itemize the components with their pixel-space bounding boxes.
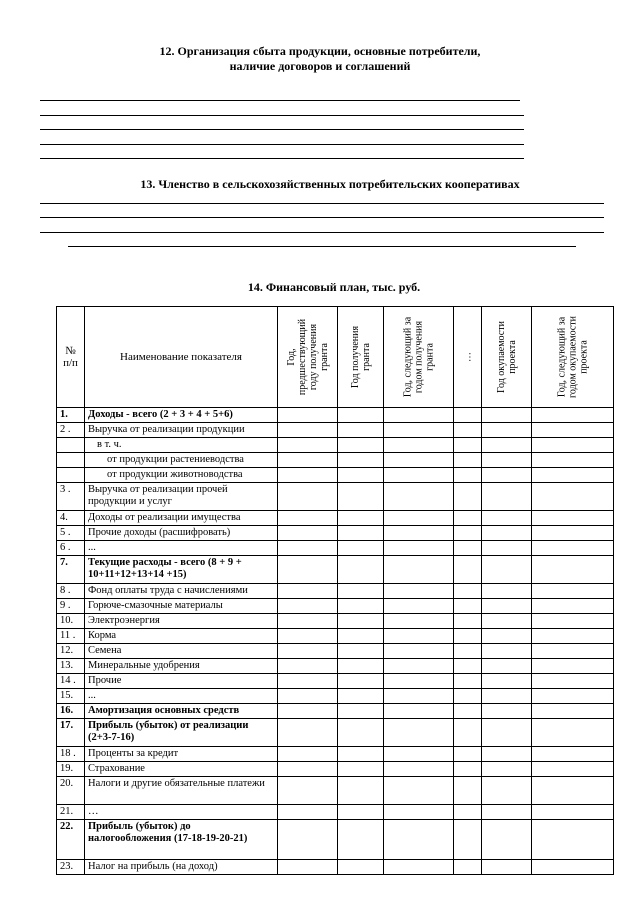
value-cell[interactable] [532, 599, 614, 614]
header-grant-year: Год получения гранта [338, 307, 384, 408]
row-label: в т. ч. [85, 438, 278, 453]
value-cell[interactable] [482, 644, 532, 659]
section-12-blank-line [40, 100, 520, 101]
row-number: 3 . [57, 483, 85, 511]
row-label: Прочие [85, 674, 278, 689]
value-cell[interactable] [338, 629, 384, 644]
value-cell[interactable] [454, 777, 482, 805]
value-cell[interactable] [482, 453, 532, 468]
value-cell[interactable] [532, 719, 614, 747]
table-row [57, 541, 614, 556]
table-row [57, 674, 614, 689]
value-cell[interactable] [532, 747, 614, 762]
value-cell[interactable] [482, 599, 532, 614]
value-cell[interactable] [338, 674, 384, 689]
section-12-blank-line [40, 115, 524, 116]
row-number: 9 . [57, 599, 85, 614]
value-cell[interactable] [482, 777, 532, 805]
section-13-title: 13. Членство в сельскохозяйственных потребительских кооперативах [140, 177, 520, 191]
value-cell[interactable] [482, 860, 532, 875]
value-cell[interactable] [384, 423, 454, 438]
value-cell[interactable] [384, 541, 454, 556]
value-cell[interactable] [384, 659, 454, 674]
value-cell[interactable] [532, 805, 614, 820]
table-row [57, 438, 614, 453]
row-number: 22. [57, 820, 85, 860]
value-cell[interactable] [338, 438, 384, 453]
row-number: 14 . [57, 674, 85, 689]
value-cell[interactable] [454, 453, 482, 468]
value-cell[interactable] [338, 408, 384, 423]
value-cell[interactable] [482, 408, 532, 423]
value-cell[interactable] [454, 526, 482, 541]
value-cell[interactable] [384, 805, 454, 820]
section-12-blank-line [40, 158, 524, 159]
value-cell[interactable] [454, 704, 482, 719]
value-cell[interactable] [384, 483, 454, 511]
value-cell[interactable] [278, 805, 338, 820]
value-cell[interactable] [454, 468, 482, 483]
value-cell[interactable] [338, 511, 384, 526]
value-cell[interactable] [278, 511, 338, 526]
row-number: 20. [57, 777, 85, 805]
row-label: ... [85, 541, 278, 556]
value-cell[interactable] [482, 526, 532, 541]
table-row [57, 423, 614, 438]
value-cell[interactable] [278, 704, 338, 719]
value-cell[interactable] [532, 408, 614, 423]
value-cell[interactable] [338, 704, 384, 719]
value-cell[interactable] [278, 453, 338, 468]
section-13-blank-line [40, 232, 604, 233]
value-cell[interactable] [454, 860, 482, 875]
value-cell[interactable] [532, 762, 614, 777]
value-cell[interactable] [532, 511, 614, 526]
value-cell[interactable] [454, 408, 482, 423]
value-cell[interactable] [384, 762, 454, 777]
row-number: 17. [57, 719, 85, 747]
row-number [57, 468, 85, 483]
value-cell[interactable] [532, 674, 614, 689]
value-cell[interactable] [278, 644, 338, 659]
value-cell[interactable] [278, 599, 338, 614]
value-cell[interactable] [454, 556, 482, 584]
value-cell[interactable] [532, 453, 614, 468]
row-label: Доходы от реализации имущества [85, 511, 278, 526]
value-cell[interactable] [278, 860, 338, 875]
row-label: Прочие доходы (расшифровать) [85, 526, 278, 541]
value-cell[interactable] [278, 629, 338, 644]
table-row [57, 584, 614, 599]
value-cell[interactable] [384, 599, 454, 614]
value-cell[interactable] [532, 659, 614, 674]
value-cell[interactable] [278, 674, 338, 689]
row-number: 23. [57, 860, 85, 875]
value-cell[interactable] [482, 659, 532, 674]
table-row [57, 511, 614, 526]
financial-plan-table [56, 306, 614, 875]
value-cell[interactable] [338, 644, 384, 659]
value-cell[interactable] [482, 438, 532, 453]
table-row [57, 689, 614, 704]
value-cell[interactable] [482, 719, 532, 747]
value-cell[interactable] [454, 511, 482, 526]
value-cell[interactable] [384, 614, 454, 629]
value-cell[interactable] [532, 704, 614, 719]
table-row [57, 526, 614, 541]
header-payback-year: Год окупаемости проекта [482, 307, 532, 408]
row-number: 11 . [57, 629, 85, 644]
value-cell[interactable] [384, 584, 454, 599]
value-cell[interactable] [454, 423, 482, 438]
value-cell[interactable] [278, 614, 338, 629]
value-cell[interactable] [482, 805, 532, 820]
value-cell[interactable] [278, 719, 338, 747]
table-row [57, 762, 614, 777]
header-year-before-grant: Год, предшествующий году получения гранта [278, 307, 338, 408]
value-cell[interactable] [278, 777, 338, 805]
value-cell[interactable] [278, 747, 338, 762]
value-cell[interactable] [454, 747, 482, 762]
value-cell[interactable] [384, 704, 454, 719]
row-number: 10. [57, 614, 85, 629]
value-cell[interactable] [482, 704, 532, 719]
section-13-blank-line [68, 246, 576, 247]
row-label: ... [85, 689, 278, 704]
row-number: 7. [57, 556, 85, 584]
section-12-blank-line [40, 144, 524, 145]
value-cell[interactable] [454, 805, 482, 820]
value-cell[interactable] [278, 526, 338, 541]
table-header-row [57, 307, 614, 408]
value-cell[interactable] [532, 644, 614, 659]
header-indicator-name: Наименование показателя [85, 307, 278, 408]
value-cell[interactable] [482, 820, 532, 860]
table-row [57, 614, 614, 629]
value-cell[interactable] [454, 659, 482, 674]
value-cell[interactable] [454, 820, 482, 860]
row-label: Текущие расходы - всего (8 + 9 + 10+11+12+13+14 +15) [85, 556, 278, 584]
value-cell[interactable] [338, 719, 384, 747]
value-cell[interactable] [482, 614, 532, 629]
row-label: Горюче-смазочные материалы [85, 599, 278, 614]
value-cell[interactable] [482, 423, 532, 438]
row-number: 1. [57, 408, 85, 423]
value-cell[interactable] [384, 689, 454, 704]
value-cell[interactable] [338, 777, 384, 805]
value-cell[interactable] [338, 483, 384, 511]
row-label: Амортизация основных средств [85, 704, 278, 719]
value-cell[interactable] [338, 541, 384, 556]
value-cell[interactable] [532, 614, 614, 629]
value-cell[interactable] [532, 541, 614, 556]
value-cell[interactable] [278, 584, 338, 599]
value-cell[interactable] [532, 526, 614, 541]
section-13-blank-line [40, 203, 604, 204]
value-cell[interactable] [532, 689, 614, 704]
value-cell[interactable] [278, 541, 338, 556]
value-cell[interactable] [532, 860, 614, 875]
value-cell[interactable] [532, 584, 614, 599]
row-number: 8 . [57, 584, 85, 599]
value-cell[interactable] [384, 556, 454, 584]
value-cell[interactable] [338, 689, 384, 704]
value-cell[interactable] [338, 860, 384, 875]
row-number: 18 . [57, 747, 85, 762]
value-cell[interactable] [338, 762, 384, 777]
header-number: № п/п [57, 307, 85, 408]
value-cell[interactable] [454, 644, 482, 659]
value-cell[interactable] [482, 689, 532, 704]
table-row [57, 777, 614, 805]
value-cell[interactable] [384, 526, 454, 541]
value-cell[interactable] [482, 674, 532, 689]
value-cell[interactable] [454, 584, 482, 599]
table-row [57, 860, 614, 875]
row-number: 19. [57, 762, 85, 777]
section-12-blank-line [40, 129, 524, 130]
row-label: Налоги и другие обязательные платежи [85, 777, 278, 805]
value-cell[interactable] [384, 747, 454, 762]
value-cell[interactable] [532, 423, 614, 438]
value-cell[interactable] [384, 453, 454, 468]
value-cell[interactable] [454, 599, 482, 614]
value-cell[interactable] [338, 453, 384, 468]
row-number: 2 . [57, 423, 85, 438]
value-cell[interactable] [278, 423, 338, 438]
value-cell[interactable] [482, 541, 532, 556]
value-cell[interactable] [482, 747, 532, 762]
value-cell[interactable] [482, 629, 532, 644]
value-cell[interactable] [338, 747, 384, 762]
header-year-after-payback: Год, следующий за годом окупаемости проекта [532, 307, 614, 408]
value-cell[interactable] [454, 719, 482, 747]
value-cell[interactable] [532, 629, 614, 644]
row-label: Прибыль (убыток) от реализации (2+3-7-16) [85, 719, 278, 747]
value-cell[interactable] [278, 556, 338, 584]
value-cell[interactable] [482, 762, 532, 777]
row-number: 6 . [57, 541, 85, 556]
table-row [57, 805, 614, 820]
header-ellipsis: … [454, 307, 482, 408]
row-label: Электроэнергия [85, 614, 278, 629]
value-cell[interactable] [454, 629, 482, 644]
row-label: Проценты за кредит [85, 747, 278, 762]
value-cell[interactable] [384, 468, 454, 483]
row-number: 13. [57, 659, 85, 674]
table-row [57, 483, 614, 511]
value-cell[interactable] [384, 860, 454, 875]
value-cell[interactable] [532, 483, 614, 511]
value-cell[interactable] [482, 556, 532, 584]
table-row [57, 704, 614, 719]
value-cell[interactable] [338, 599, 384, 614]
row-label: от продукции животноводства [85, 468, 278, 483]
row-number [57, 453, 85, 468]
value-cell[interactable] [454, 689, 482, 704]
row-label: Выручка от реализации продукции [85, 423, 278, 438]
value-cell[interactable] [338, 584, 384, 599]
value-cell[interactable] [384, 644, 454, 659]
value-cell[interactable] [278, 438, 338, 453]
value-cell[interactable] [384, 820, 454, 860]
value-cell[interactable] [384, 511, 454, 526]
row-number: 5 . [57, 526, 85, 541]
table-row [57, 408, 614, 423]
row-label: … [85, 805, 278, 820]
row-label: Прибыль (убыток) до налогообложения (17-18-19-20-21) [85, 820, 278, 860]
row-number [57, 438, 85, 453]
table-row [57, 747, 614, 762]
value-cell[interactable] [482, 468, 532, 483]
value-cell[interactable] [278, 762, 338, 777]
value-cell[interactable] [532, 438, 614, 453]
row-label: от продукции растениеводства [85, 453, 278, 468]
value-cell[interactable] [454, 438, 482, 453]
value-cell[interactable] [338, 423, 384, 438]
table-row [57, 644, 614, 659]
value-cell[interactable] [482, 584, 532, 599]
row-label: Минеральные удобрения [85, 659, 278, 674]
value-cell[interactable] [454, 541, 482, 556]
value-cell[interactable] [278, 689, 338, 704]
value-cell[interactable] [278, 483, 338, 511]
value-cell[interactable] [338, 556, 384, 584]
row-label: Налог на прибыль (на доход) [85, 860, 278, 875]
table-row [57, 453, 614, 468]
row-number: 12. [57, 644, 85, 659]
value-cell[interactable] [454, 614, 482, 629]
row-label: Страхование [85, 762, 278, 777]
row-label: Семена [85, 644, 278, 659]
value-cell[interactable] [532, 468, 614, 483]
value-cell[interactable] [384, 674, 454, 689]
value-cell[interactable] [454, 674, 482, 689]
row-label: Доходы - всего (2 + 3 + 4 + 5+6) [85, 408, 278, 423]
row-number: 4. [57, 511, 85, 526]
value-cell[interactable] [278, 468, 338, 483]
table-row [57, 659, 614, 674]
row-label: Корма [85, 629, 278, 644]
table-row [57, 820, 614, 860]
header-year-after-grant: Год, следующий за годом получения гранта [384, 307, 454, 408]
section-12-title-line-1: 12. Организация сбыта продукции, основные потребители, [159, 44, 481, 58]
value-cell[interactable] [482, 483, 532, 511]
value-cell[interactable] [338, 526, 384, 541]
value-cell[interactable] [384, 629, 454, 644]
value-cell[interactable] [278, 820, 338, 860]
section-14-title: 14. Финансовый план, тыс. руб. [247, 280, 421, 294]
row-number: 15. [57, 689, 85, 704]
value-cell[interactable] [338, 820, 384, 860]
table-row [57, 719, 614, 747]
value-cell[interactable] [338, 659, 384, 674]
value-cell[interactable] [532, 820, 614, 860]
value-cell[interactable] [338, 614, 384, 629]
value-cell[interactable] [278, 408, 338, 423]
value-cell[interactable] [454, 483, 482, 511]
value-cell[interactable] [384, 719, 454, 747]
section-12-title-line-2: наличие договоров и соглашений [229, 59, 411, 73]
table-row [57, 468, 614, 483]
row-label: Выручка от реализации прочей продукции и услуг [85, 483, 278, 511]
value-cell[interactable] [278, 659, 338, 674]
table-row [57, 629, 614, 644]
row-number: 21. [57, 805, 85, 820]
table-row [57, 599, 614, 614]
value-cell[interactable] [532, 556, 614, 584]
section-13-blank-line [40, 217, 604, 218]
value-cell[interactable] [384, 408, 454, 423]
value-cell[interactable] [532, 777, 614, 805]
value-cell[interactable] [338, 468, 384, 483]
row-number: 16. [57, 704, 85, 719]
row-label: Фонд оплаты труда с начислениями [85, 584, 278, 599]
value-cell[interactable] [384, 777, 454, 805]
value-cell[interactable] [454, 762, 482, 777]
value-cell[interactable] [482, 511, 532, 526]
value-cell[interactable] [384, 438, 454, 453]
table-row [57, 556, 614, 584]
value-cell[interactable] [338, 805, 384, 820]
